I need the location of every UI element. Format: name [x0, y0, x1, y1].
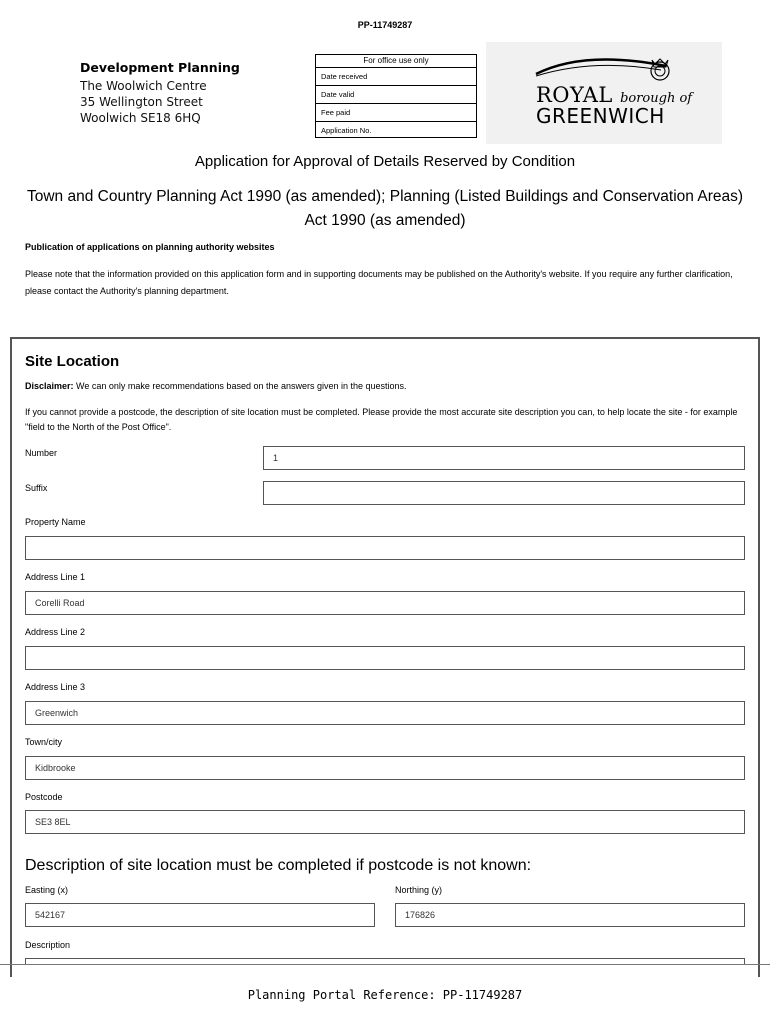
postcode-field[interactable]: SE3 8EL: [25, 810, 745, 834]
address-line: Woolwich SE18 6HQ: [80, 111, 201, 125]
description-label: Description: [25, 940, 71, 950]
form-title: Application for Approval of Details Reserved by Condition: [194, 153, 576, 170]
office-row-date-received: Date received: [316, 68, 476, 86]
address-line-1-label: Address Line 1: [25, 572, 86, 582]
address-line-2-field[interactable]: [25, 646, 745, 670]
suffix-label: Suffix: [25, 483, 48, 493]
reference-number: PP-11749287: [357, 20, 413, 30]
footer-reference: Planning Portal Reference: PP-11749287: [247, 988, 523, 1002]
address-line: The Woolwich Centre: [80, 79, 207, 93]
northing-field[interactable]: 176826: [395, 903, 745, 927]
form-subtitle: Town and Country Planning Act 1990 (as amended); Planning (Listed Buildings and Conservation Areas) Act 1990 (as amended): [26, 188, 744, 229]
site-description-heading: Description of site location must be completed if postcode is not known:: [25, 857, 532, 874]
number-label: Number: [25, 448, 58, 458]
office-use-box: [315, 54, 477, 138]
office-row-date-valid: Date valid: [316, 86, 476, 104]
office-row-application-no: Application No.: [321, 126, 372, 135]
postcode-label: Postcode: [25, 792, 63, 802]
logo-greenwich-text: GREENWICH: [536, 104, 665, 128]
number-field[interactable]: 1: [263, 446, 745, 470]
organisation-name: Development Planning: [80, 60, 240, 75]
address-line-3-label: Address Line 3: [25, 682, 86, 692]
town-label: Town/city: [25, 737, 63, 747]
site-location-heading: Site Location: [25, 353, 120, 370]
easting-label: Easting (x): [25, 885, 69, 895]
address-line: 35 Wellington Street: [80, 95, 203, 109]
page-divider: [0, 964, 770, 965]
publication-text: Please note that the information provided on this application form and in supporting documents may be published on the Authority's website. If you require any further clarification, please contact the Authority's planning department.: [25, 269, 733, 296]
northing-label: Northing (y): [395, 885, 443, 895]
easting-field[interactable]: 542167: [25, 903, 375, 927]
address-line-1-field[interactable]: Corelli Road: [25, 591, 745, 615]
organisation-address: [80, 60, 240, 126]
suffix-field[interactable]: [263, 481, 745, 505]
office-row-fee-paid: Fee paid: [316, 104, 476, 122]
property-name-field[interactable]: [25, 536, 745, 560]
logo-royal-text: ROYAL borough of: [536, 83, 693, 107]
office-use-title: For office use only: [316, 55, 476, 68]
property-name-label: Property Name: [25, 517, 86, 527]
royal-greenwich-logo: [486, 42, 722, 144]
address-line-2-label: Address Line 2: [25, 627, 86, 637]
address-line-3-field[interactable]: Greenwich: [25, 701, 745, 725]
disclaimer: Disclaimer: We can only make recommendations based on the answers given in the questions.: [25, 381, 407, 391]
postcode-note: If you cannot provide a postcode, the description of site location must be completed. Please provide the most accurate site description you can, to help locate the site - for example "field to the North of the Post Office".: [25, 407, 738, 432]
town-field[interactable]: Kidbrooke: [25, 756, 745, 780]
publication-heading: Publication of applications on planning authority websites: [25, 242, 275, 252]
